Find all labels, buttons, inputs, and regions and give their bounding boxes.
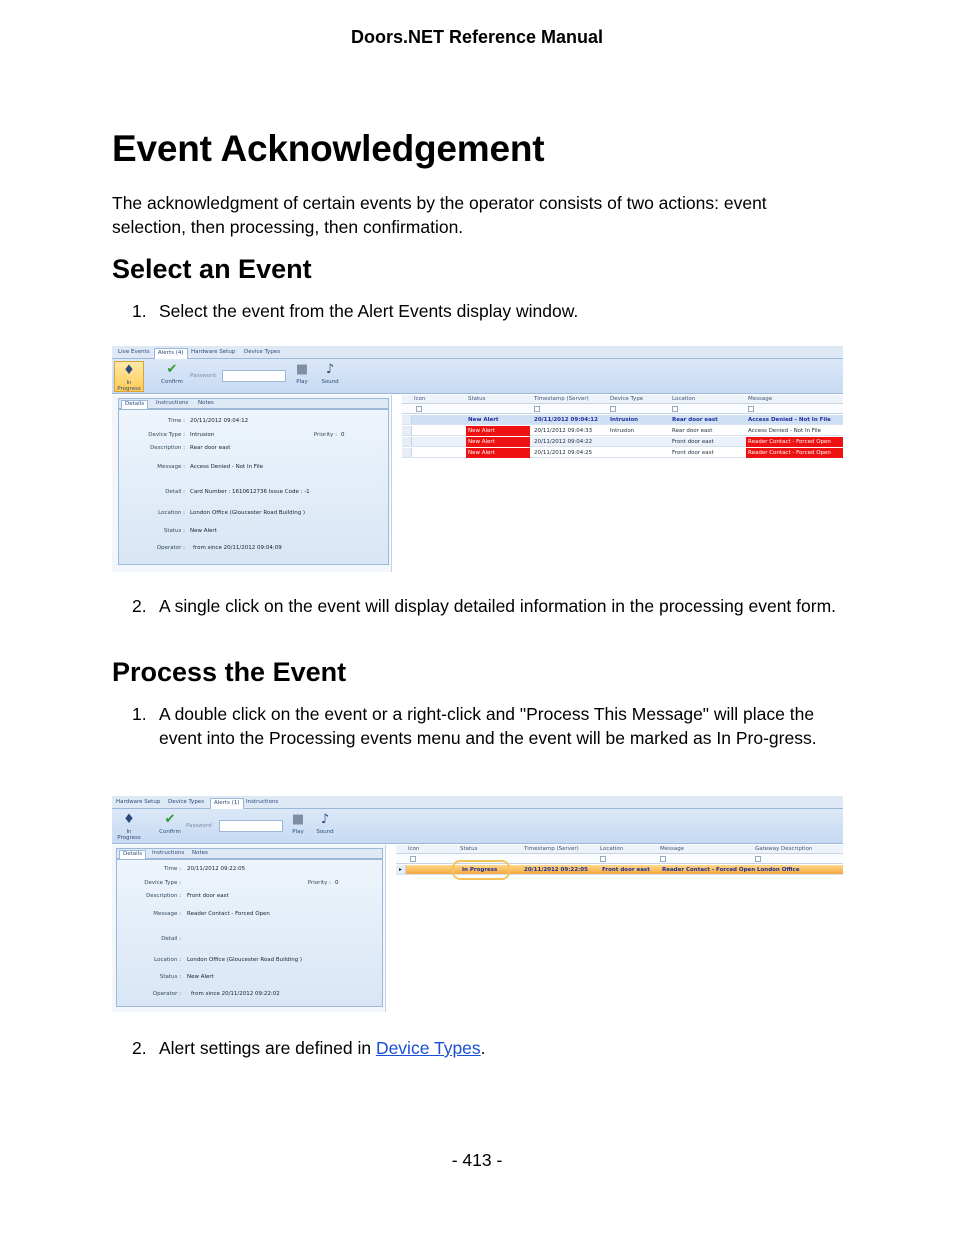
status-label: Status : — [163, 528, 185, 534]
location-label: Location : — [158, 510, 185, 516]
checkmark-icon: ✔ — [166, 362, 178, 377]
description-value: Front door east — [187, 893, 229, 899]
screenshot-processing-events — [112, 796, 843, 1012]
cell-timestamp: 20/11/2012 09:04:22 — [534, 439, 593, 445]
filter-row[interactable] — [402, 404, 843, 414]
cell-location: Rear door east — [672, 417, 718, 423]
detail-label: Detail : — [161, 936, 181, 942]
speaker-icon: ♪ — [320, 812, 330, 827]
sound-button[interactable] — [315, 361, 345, 392]
col-timestamp[interactable]: Timestamp (Server) — [524, 846, 579, 852]
location-value: London Office (Gloucester Road Building ) — [187, 957, 303, 963]
in-progress-label: In Progress — [117, 380, 141, 392]
play-button[interactable] — [283, 811, 313, 842]
col-message[interactable]: Message — [748, 396, 773, 402]
table-row[interactable] — [402, 426, 843, 436]
step-text — [159, 1037, 844, 1061]
highlight-ring — [452, 860, 510, 880]
section-heading-process: Process the Event — [112, 657, 347, 687]
ribbon-toolbar — [112, 359, 843, 394]
tab-device-types[interactable]: Device Types — [244, 349, 281, 355]
tab-alerts[interactable]: Alerts (4) — [154, 348, 188, 359]
cell-location: Rear door east — [672, 428, 713, 434]
step-text-prefix: Alert settings are defined in — [159, 1038, 376, 1058]
device-type-label: Device Type : — [144, 880, 181, 886]
play-label: Play — [292, 829, 304, 835]
play-icon: ■ — [295, 362, 309, 377]
filter-icon[interactable] — [416, 406, 422, 412]
tab-hardware-setup[interactable]: Hardware Setup — [116, 799, 161, 805]
cell-status: New Alert — [468, 417, 499, 423]
step-number: 1. — [132, 704, 147, 724]
detail-subtabs — [118, 398, 389, 409]
subtab-instructions[interactable]: Instructions — [156, 400, 189, 406]
running-header: Doors.NET Reference Manual — [350, 27, 604, 47]
filter-icon[interactable] — [600, 856, 606, 862]
in-progress-label: In Progress — [117, 829, 141, 841]
password-input[interactable] — [219, 820, 283, 832]
processing-event-form — [118, 409, 389, 565]
subtab-notes[interactable]: Notes — [192, 850, 208, 856]
in-progress-icon: ♦ — [123, 812, 135, 827]
device-types-link[interactable]: Device Types — [375, 1038, 481, 1058]
detail-label: Detail : — [165, 489, 185, 495]
filter-icon[interactable] — [660, 856, 666, 862]
priority-label: Priority : — [313, 432, 337, 438]
detail-subtabs — [116, 848, 383, 859]
sound-label: Sound — [321, 379, 339, 385]
cell-device: Intrusion — [610, 428, 635, 434]
table-row[interactable] — [402, 437, 843, 447]
sound-label: Sound — [316, 829, 334, 835]
message-label: Message : — [157, 464, 185, 470]
cell-status: New Alert — [466, 426, 530, 436]
in-progress-button[interactable] — [114, 811, 144, 842]
col-status[interactable]: Status — [468, 396, 486, 402]
password-label: Password — [186, 823, 212, 829]
cell-location: Front door east — [602, 867, 650, 873]
step-text-suffix: . — [480, 1038, 486, 1058]
cell-status: New Alert — [466, 448, 530, 458]
tab-device-types[interactable]: Device Types — [168, 799, 205, 805]
row-marker — [402, 426, 412, 435]
subtab-notes[interactable]: Notes — [198, 400, 214, 406]
step-process-1 — [132, 703, 844, 750]
cell-location: Front door east — [672, 439, 714, 445]
operator-value: from since 20/11/2012 09:04:09 — [193, 545, 282, 551]
filter-icon[interactable] — [534, 406, 540, 412]
grid-header — [402, 395, 843, 404]
time-label: Time : — [167, 418, 185, 424]
section-heading-select: Select an Event — [112, 254, 312, 284]
details-pane — [112, 395, 392, 572]
cell-timestamp: 20/11/2012 09:04:25 — [534, 450, 593, 456]
col-gateway[interactable]: Gateway Description — [755, 846, 813, 852]
step-number: 2. — [132, 1038, 147, 1058]
location-value: London Office (Gloucester Road Building ) — [190, 510, 306, 516]
step-process-2 — [132, 1037, 844, 1061]
col-timestamp[interactable]: Timestamp (Server) — [534, 396, 589, 402]
cell-device: Intrusion — [610, 417, 639, 423]
filter-icon[interactable] — [610, 406, 616, 412]
cell-status: In Progress — [462, 867, 498, 873]
cell-location: Front door east — [672, 450, 714, 456]
device-type-label: Device Type : — [148, 432, 185, 438]
row-marker — [402, 448, 412, 457]
priority-label: Priority : — [307, 880, 331, 886]
processing-event-form — [116, 859, 383, 1007]
col-status[interactable]: Status — [460, 846, 478, 852]
tab-hardware-setup[interactable]: Hardware Setup — [191, 349, 236, 355]
details-pane — [112, 845, 386, 1012]
in-progress-button[interactable] — [114, 361, 144, 392]
row-marker — [402, 437, 412, 446]
filter-icon[interactable] — [755, 856, 761, 862]
step-select-1 — [132, 300, 844, 324]
screenshot-alert-events — [112, 346, 843, 572]
cell-timestamp: 20/11/2012 09:04:12 — [534, 417, 598, 423]
cell-status: New Alert — [466, 437, 530, 447]
operator-label: Operator : — [156, 545, 185, 551]
tab-live-events[interactable]: Live Events — [118, 349, 150, 355]
col-location[interactable]: Location — [672, 396, 696, 402]
description-label: Description : — [146, 893, 181, 899]
cell-message: Access Denied - Not In File — [748, 428, 822, 434]
password-input[interactable] — [222, 370, 286, 382]
page-number: - 413 - — [451, 1150, 503, 1170]
step-number: 2. — [132, 596, 147, 616]
cell-message: Reader Contact - Forced Open — [746, 448, 843, 458]
cell-gateway: London Office — [757, 867, 800, 873]
tab-instructions[interactable]: Instructions — [246, 799, 279, 805]
message-value: Access Denied - Not In File — [190, 464, 264, 470]
in-progress-icon: ♦ — [123, 363, 135, 378]
subtab-instructions[interactable]: Instructions — [152, 850, 185, 856]
confirm-button[interactable] — [155, 811, 185, 842]
tab-alerts[interactable]: Alerts (1) — [210, 798, 244, 809]
step-number: 1. — [132, 301, 147, 321]
location-label: Location : — [154, 957, 181, 963]
operator-label: Operator : — [152, 991, 181, 997]
col-location[interactable]: Location — [600, 846, 624, 852]
status-label: Status : — [159, 974, 181, 980]
description-value: Rear door east — [190, 445, 231, 451]
subtab-details[interactable]: Details — [119, 850, 146, 859]
password-label: Password — [190, 373, 216, 379]
sound-button[interactable] — [310, 811, 340, 842]
intro-paragraph: The acknowledgment of certain events by the operator consists of two actions: event selection, then processing, then confirmation. — [112, 193, 767, 237]
page-title: Event Acknowledgement — [112, 128, 545, 169]
device-type-value: Intrusion — [190, 432, 215, 438]
cell-timestamp: 20/11/2012 09:04:33 — [534, 428, 593, 434]
confirm-label: Confirm — [159, 829, 181, 835]
ribbon-toolbar — [112, 809, 843, 844]
step-text: Select the event from the Alert Events display window. — [159, 301, 579, 321]
confirm-button[interactable] — [157, 361, 187, 392]
message-value: Reader Contact - Forced Open — [187, 911, 270, 917]
time-label: Time : — [163, 866, 181, 872]
status-value: New Alert — [190, 528, 217, 534]
priority-value: 0 — [341, 432, 345, 438]
filter-icon[interactable] — [410, 856, 416, 862]
alert-events-grid — [402, 395, 843, 465]
detail-value: Card Number : 1610612736 Issue Code : -1 — [190, 489, 310, 495]
processing-events-grid — [396, 845, 843, 881]
cell-message: Reader Contact - Forced Open — [746, 437, 843, 447]
play-icon: ■ — [291, 812, 305, 827]
status-value: New Alert — [187, 974, 214, 980]
filter-icon[interactable] — [748, 406, 754, 412]
priority-value: 0 — [335, 880, 339, 886]
step-text: A double click on the event or a right-click and "Process This Message" will place the event into the Processing events menu and the event will be marked as In Pro-gress. — [159, 704, 817, 748]
message-label: Message : — [153, 911, 181, 917]
checkmark-icon: ✔ — [164, 812, 176, 827]
table-row[interactable] — [402, 415, 843, 425]
operator-value: from since 20/11/2012 09:22:02 — [191, 991, 280, 997]
col-icon[interactable]: Icon — [408, 846, 420, 852]
col-device-type[interactable]: Device Type — [610, 396, 644, 402]
table-row[interactable] — [402, 448, 843, 458]
speaker-icon: ♪ — [325, 362, 335, 377]
row-pointer-icon: ▸ — [396, 865, 406, 874]
col-message[interactable]: Message — [660, 846, 685, 852]
time-value: 20/11/2012 09:22:05 — [187, 866, 246, 872]
time-value: 20/11/2012 09:04:12 — [190, 418, 249, 424]
confirm-label: Confirm — [161, 379, 183, 385]
step-text: A single click on the event will display detailed information in the processing event form. — [159, 596, 837, 616]
main-tabs — [112, 796, 843, 809]
subtab-details[interactable]: Details — [121, 400, 148, 409]
col-icon[interactable]: Icon — [414, 396, 426, 402]
cell-message: Access Denied - Not In File — [748, 417, 831, 423]
main-tabs — [112, 346, 843, 359]
filter-icon[interactable] — [672, 406, 678, 412]
cell-message: Reader Contact - Forced Open — [662, 867, 756, 873]
play-label: Play — [296, 379, 308, 385]
step-select-2 — [132, 595, 844, 619]
grid-header — [396, 845, 843, 854]
play-button[interactable] — [287, 361, 317, 392]
row-marker — [402, 415, 412, 424]
cell-timestamp: 20/11/2012 09:22:05 — [524, 867, 588, 873]
description-label: Description : — [150, 445, 185, 451]
